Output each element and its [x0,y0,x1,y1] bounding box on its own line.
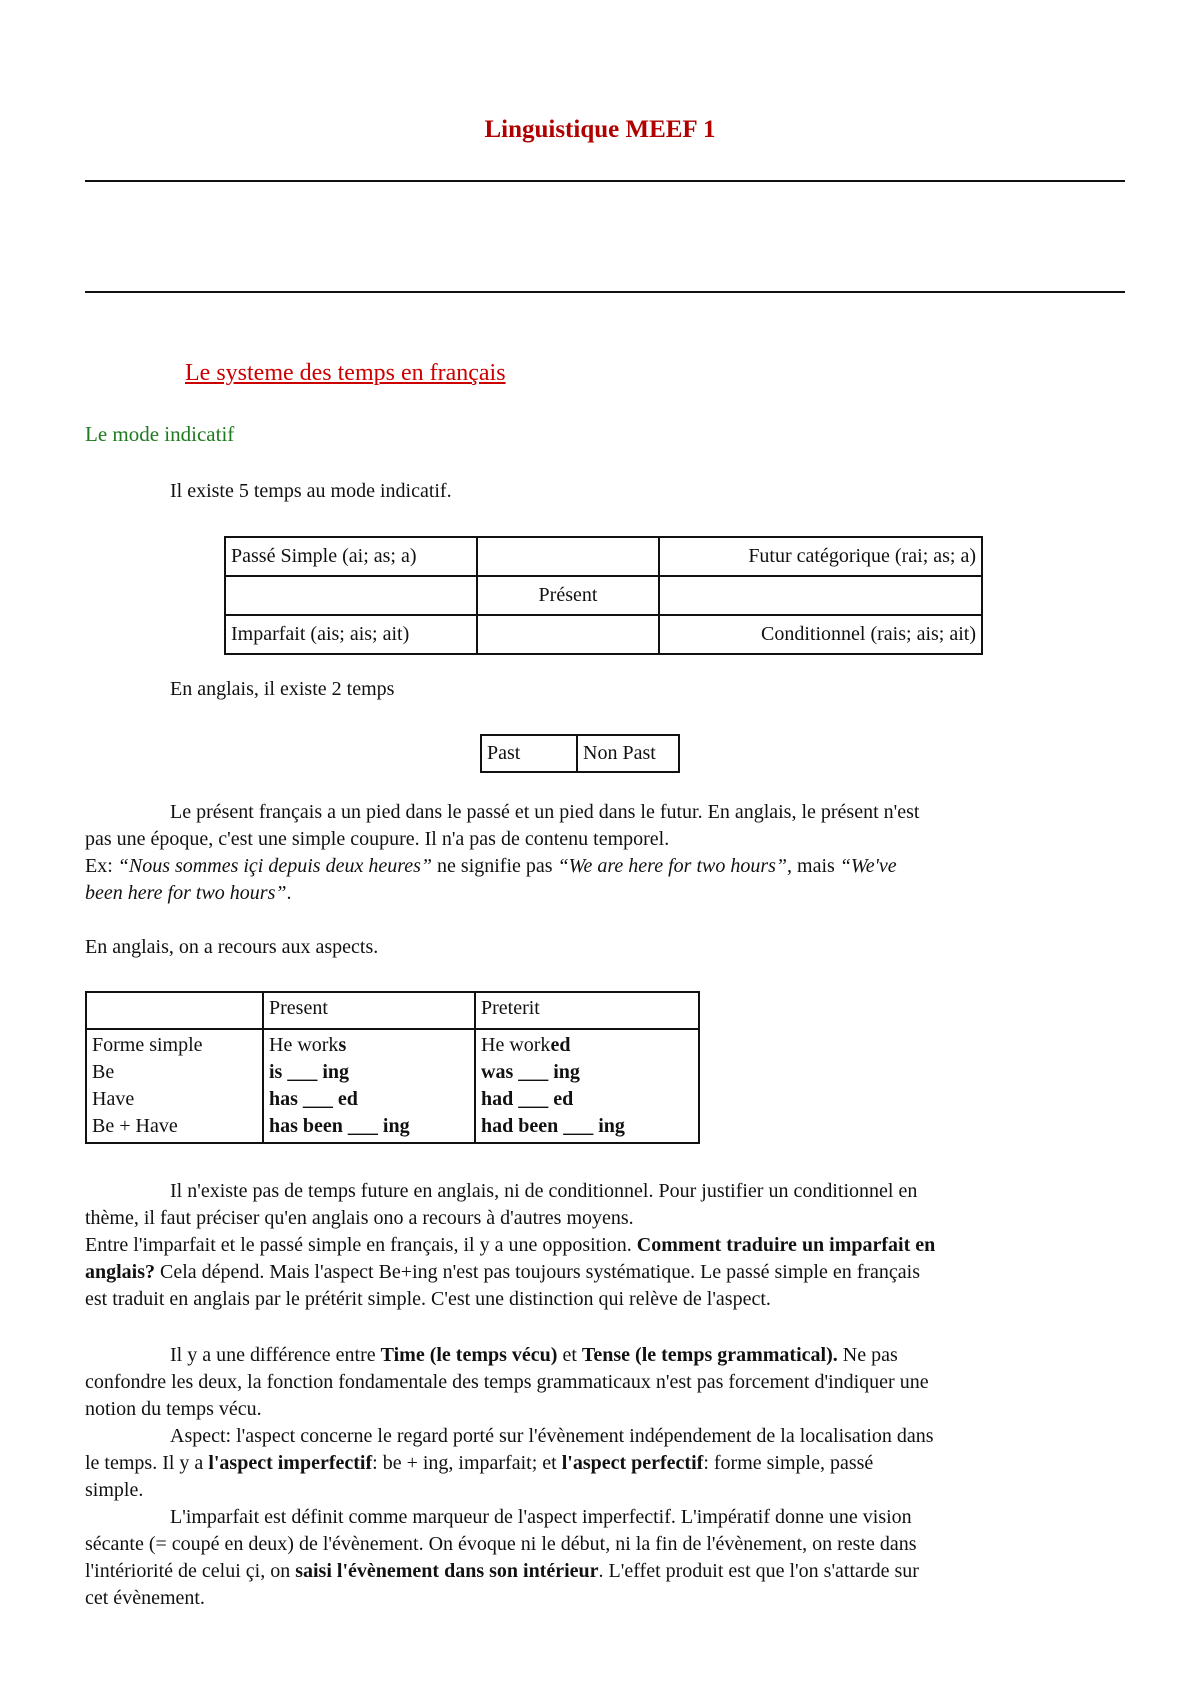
cell-empty [659,576,982,615]
aspect-table [85,991,700,1144]
mode-heading: Le mode indicatif [85,422,235,446]
header-empty [86,992,263,1029]
present-forms: He works is ___ ing has ___ ed has been ___ ing [263,1029,475,1143]
intro-text: Il existe 5 temps au mode indicatif. [170,480,452,502]
cell-non-past: Non Past [577,735,679,772]
cell-conditionnel: Conditionnel (rais; ais; ait) [659,615,982,654]
cell-empty [477,537,659,576]
cell-futur: Futur catégorique (rai; as; a) [659,537,982,576]
cell-empty [477,615,659,654]
row-labels: Forme simple Be Have Be + Have [86,1029,263,1143]
bottom-rule [85,291,1125,293]
paragraph-present: Le présent français a un pied dans le passé et un pied dans le futur. En anglais, le présent n'est pas une époque, c'est une simple coupure. Il n'a pas de contenu temporel. Ex: “Nous sommes içi depuis deux heures” ne signifie pas “We are here for two hours”, mais “We've been here for two hours”. [85,801,920,904]
english-intro: En anglais, il existe 2 temps [170,678,395,700]
tense-table [224,536,983,655]
cell-present: Présent [477,576,659,615]
top-rule [85,180,1125,182]
paragraph-time-tense: Il y a une différence entre Time (le temps vécu) et Tense (le temps grammatical). Ne pas confondre les deux, la fonction fondamentale des temps grammaticaux n'est pas forcement d'indiquer une notion du temps vécu. Aspect: l'aspect concerne le regard porté sur l'évènement indépendement de la localisation dans le temps. Il y a l'aspect imperfectif: be + ing, imparfait; et l'aspect perfectif: forme simple, passé simple. L'imparfait est définit comme marqueur de l'aspect imperfectif. L'impératif donne une vision sécante (= coupé en deux) de l'évènement. On évoque ni le début, ni la fin de l'évènement, on reste dans l'intériorité de celui çi, on saisi l'évènement dans son intérieur. L'effet produit est que l'on s'attarde sur cet évènement. [85,1344,934,1609]
header-preterit: Preterit [475,992,699,1029]
cell-past: Past [481,735,577,772]
cell-empty [225,576,477,615]
paragraph-future: Il n'existe pas de temps future en anglais, ni de conditionnel. Pour justifier un conditionnel en thème, il faut préciser qu'en anglais ono a recours à d'autres moyens. Entre l'imparfait et le passé simple en français, il y a une opposition. Comment traduire un imparfait en anglais? Cela dépend. Mais l'aspect Be+ing n'est pas toujours systématique. Le passé simple en français est traduit en anglais par le prétérit simple. C'est une distinction qui relève de l'aspect. [85,1180,936,1310]
header-present: Present [263,992,475,1029]
preterit-forms: He worked was ___ ing had ___ ed had been ___ ing [475,1029,699,1143]
aspects-intro: En anglais, on a recours aux aspects. [85,936,379,958]
document-title: Linguistique MEEF 1 [484,116,716,143]
cell-imparfait: Imparfait (ais; ais; ait) [225,615,477,654]
section-title: Le systeme des temps en français [185,360,506,386]
cell-passe-simple: Passé Simple (ai; as; a) [225,537,477,576]
english-tense-table [480,734,680,773]
